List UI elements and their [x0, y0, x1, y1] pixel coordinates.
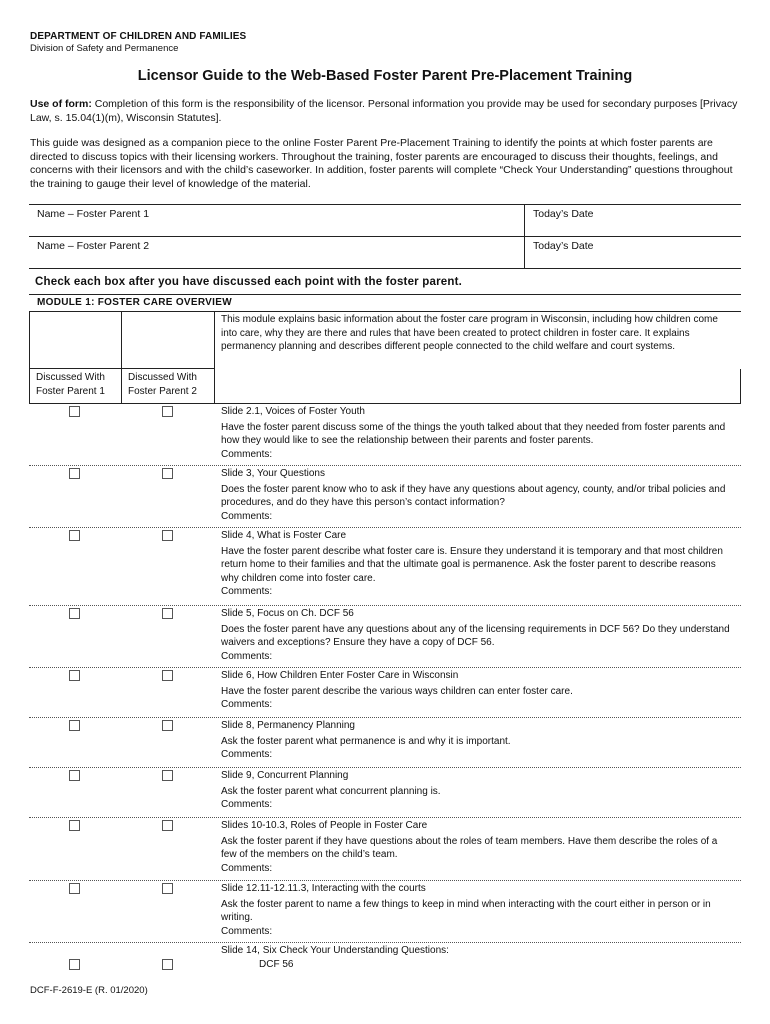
form-number: DCF-F-2619-E (R. 01/2020) — [30, 985, 148, 996]
slide-title: Slide 4, What is Foster Care — [221, 530, 347, 541]
slide-row — [29, 527, 741, 605]
checkbox-foster-parent-2[interactable] — [162, 820, 173, 831]
comments-field[interactable]: Comments: — [221, 925, 273, 937]
division-name: Division of Safety and Permanence — [30, 43, 179, 54]
checkbox-foster-parent-1[interactable] — [69, 959, 80, 970]
slide-row — [29, 605, 741, 667]
use-of-form — [30, 98, 745, 125]
use-of-form-text: Completion of this form is the responsibility of the licensor. Personal information you provide may be used for secondary purposes [Privacy Law, s. 15.04(1)(m), Wisconsin Statutes]. — [30, 98, 738, 124]
slide-description: Does the foster parent have any questions about any of the licensing requirements in DCF 56? Do they understand waivers and exceptions? Ensure they have a copy of DCF 56. — [221, 623, 730, 648]
slide-title: Slide 3, Your Questions — [221, 468, 325, 479]
use-of-form-label: Use of form: — [30, 98, 92, 110]
checkbox-foster-parent-2[interactable] — [162, 720, 173, 731]
checkbox-foster-parent-1[interactable] — [69, 530, 80, 541]
comments-field[interactable]: Comments: — [221, 749, 273, 760]
slide-row — [29, 403, 741, 465]
slide-title: Slide 5, Focus on Ch. DCF 56 — [221, 608, 354, 619]
slide-description: Ask the foster parent what permanence is and why it is important. — [221, 735, 511, 747]
slide-row — [29, 667, 741, 717]
slide-description: Have the foster parent describe the various ways children can enter foster care. — [221, 685, 573, 697]
column-header-row — [29, 369, 741, 403]
checkbox-foster-parent-1[interactable] — [69, 406, 80, 417]
comments-field[interactable]: Comments: — [221, 448, 273, 460]
slide-subtitle: DCF 56 — [259, 958, 294, 970]
checkbox-foster-parent-1[interactable] — [69, 468, 80, 479]
col-header-foster-parent-2: Discussed With Foster Parent 2 — [122, 369, 215, 403]
slide-row — [29, 767, 741, 817]
module-intro-row — [29, 312, 741, 369]
todays-date-label-2: Today’s Date — [533, 240, 594, 252]
slide-row — [29, 817, 741, 880]
comments-field[interactable]: Comments: — [221, 862, 273, 874]
todays-date-field-2[interactable] — [525, 237, 741, 268]
slide-title: Slide 6, How Children Enter Foster Care in Wisconsin — [221, 670, 459, 681]
name-fields-table — [29, 204, 741, 269]
checklist-table — [29, 312, 741, 979]
slide-title: Slide 14, Six Check Your Understanding Questions: — [221, 945, 449, 956]
slide-description: Ask the foster parent if they have questions about the roles of team members. Have them describe the roles of a few of the members on the child’s team. — [221, 835, 718, 860]
slide-title: Slide 2.1, Voices of Foster Youth — [221, 406, 365, 417]
comments-field[interactable]: Comments: — [221, 799, 273, 810]
comments-field[interactable]: Comments: — [221, 510, 273, 522]
foster-parent-1-name-field[interactable] — [29, 205, 525, 236]
comments-field[interactable]: Comments: — [221, 586, 273, 597]
foster-parent-2-label: Name – Foster Parent 2 — [37, 240, 150, 252]
checkbox-foster-parent-2[interactable] — [162, 530, 173, 541]
name-row-2 — [29, 237, 741, 269]
todays-date-field-1[interactable] — [525, 205, 741, 236]
slide-row-last — [29, 942, 741, 979]
checkbox-foster-parent-2[interactable] — [162, 959, 173, 970]
checkbox-foster-parent-2[interactable] — [162, 608, 173, 619]
checkbox-foster-parent-1[interactable] — [69, 770, 80, 781]
foster-parent-2-name-field[interactable] — [29, 237, 525, 268]
slide-title: Slide 8, Permanency Planning — [221, 720, 355, 731]
checkbox-foster-parent-1[interactable] — [69, 883, 80, 894]
slide-rows — [29, 403, 741, 942]
todays-date-label-1: Today’s Date — [533, 208, 594, 220]
slide-row — [29, 465, 741, 527]
checkbox-foster-parent-1[interactable] — [69, 720, 80, 731]
comments-field[interactable]: Comments: — [221, 699, 273, 710]
instruction-text: Check each box after you have discussed each point with the foster parent. — [35, 276, 462, 288]
module-description: This module explains basic information about the foster care program in Wisconsin, including how children come into care, why they are there and rules that have been created to protect children in foster care. It explains permanency planning and describes different people connected to the child welfare and court systems. — [221, 314, 718, 352]
foster-parent-1-label: Name – Foster Parent 1 — [37, 208, 150, 220]
checkbox-foster-parent-2[interactable] — [162, 883, 173, 894]
slide-row — [29, 880, 741, 942]
checkbox-foster-parent-2[interactable] — [162, 770, 173, 781]
comments-field[interactable]: Comments: — [221, 650, 273, 662]
slide-description: Have the foster parent describe what foster care is. Ensure they understand it is temporary and that most children return home to their families and that the ultimate goal is permanence. Ask the foster parent to describe reasons why children come into foster care. — [221, 545, 723, 584]
checkbox-foster-parent-1[interactable] — [69, 670, 80, 681]
checkbox-foster-parent-2[interactable] — [162, 670, 173, 681]
slide-title: Slides 10-10.3, Roles of People in Foster Care — [221, 820, 428, 831]
name-row-1 — [29, 205, 741, 237]
checkbox-foster-parent-1[interactable] — [69, 608, 80, 619]
slide-description: Have the foster parent discuss some of the things the youth talked about that they needed from foster parents and how they would like to see the relationship between their parents and foster parents. — [221, 421, 726, 446]
checkbox-foster-parent-2[interactable] — [162, 468, 173, 479]
slide-row — [29, 717, 741, 767]
checkbox-foster-parent-1[interactable] — [69, 820, 80, 831]
slide-description: Does the foster parent know who to ask if they have any questions about agency, county, and/or tribal policies and procedures, and do they have this person’s contact information? — [221, 483, 726, 508]
department-name: DEPARTMENT OF CHILDREN AND FAMILIES — [30, 31, 247, 42]
slide-title: Slide 12.11-12.11.3, Interacting with the courts — [221, 883, 426, 894]
module-heading: MODULE 1: FOSTER CARE OVERVIEW — [29, 294, 741, 312]
page-title: Licensor Guide to the Web-Based Foster Parent Pre-Placement Training — [137, 68, 633, 84]
col-header-foster-parent-1: Discussed With Foster Parent 1 — [29, 369, 122, 403]
slide-title: Slide 9, Concurrent Planning — [221, 770, 349, 781]
intro-paragraph: This guide was designed as a companion piece to the online Foster Parent Pre-Placement Training to identify the points at which foster parents are directed to discuss topics with their licensing workers. Throughout the training, foster parents are encouraged to discuss their thoughts, feelings, and concerns with their licensors and with the child’s caseworker. In addition, foster parents will complete “Check Your Understanding” questions throughout the training to gauge their level of knowledge of the material. — [30, 137, 733, 190]
slide-description: Ask the foster parent what concurrent planning is. — [221, 785, 441, 797]
slide-description: Ask the foster parent to name a few things to keep in mind when interacting with the court either in person or in writing. — [221, 898, 711, 923]
checkbox-foster-parent-2[interactable] — [162, 406, 173, 417]
